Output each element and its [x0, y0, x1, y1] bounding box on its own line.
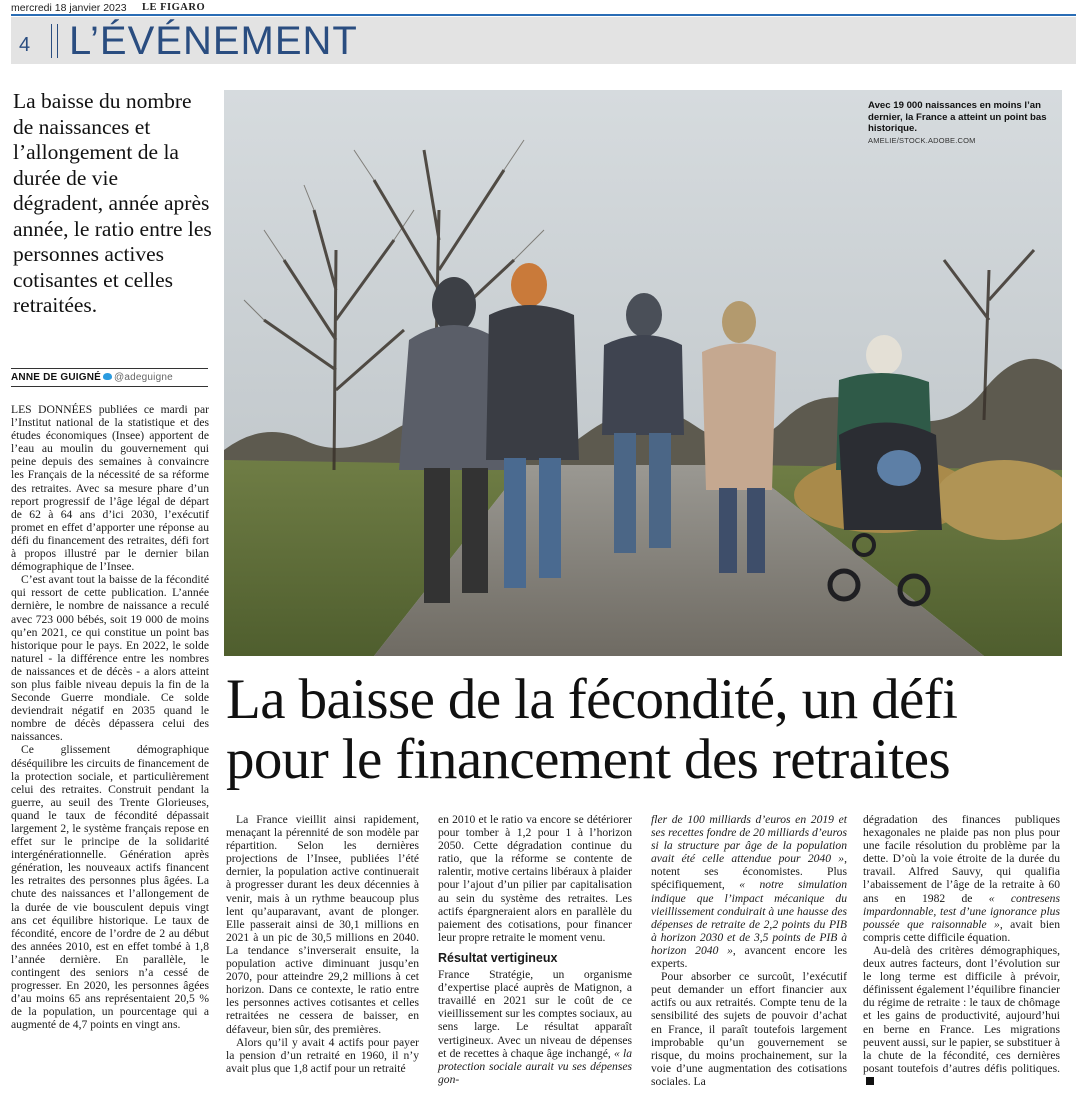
section-bar — [11, 17, 1076, 64]
newspaper-name: LE FIGARO — [142, 2, 206, 13]
subheading: Résultat vertigineux — [438, 950, 558, 965]
paragraph — [863, 813, 1060, 944]
paragraph: La France vieillit ainsi rapidement, menaçant la pérennité de son modèle par répartition. Selon les dernières projections de l’Insee, publiées l’été dernier, la population active continuerait à progresser durant les deux décennies à venir, mais à un rythme beaucoup plus lent qu’auparavant, avant de plonger. Elle passerait ainsi de 30,1 millions en 2021 à un pic de 30,5 millions en 2040. La tendance s’inverserait ensuite, la population active diminuant jusqu’en 2070, pour atteindre 29,2 millions à cet horizon. Dans ce contexte, le ratio entre les personnes actives cotisantes et celles retraitées ne cessera de baisser, en défaveur, bien sûr, des premières. — [226, 813, 419, 1036]
quote-text: « contresens impardonnable, test d’une ignorance plus poussée que raisonnable » — [863, 891, 1060, 931]
author-name: ANNE DE GUIGNÉ — [11, 372, 102, 383]
quote-text: fler de 100 milliards d’euros en 2019 et ses recettes fondre de 20 milliards d’euros si la structure par âge de la population avait été celle attendue pour 2040 » — [651, 813, 847, 866]
photo-credit: AMELIE/STOCK.ADOBE.COM — [868, 135, 976, 145]
top-rule — [11, 14, 1076, 16]
paragraph — [438, 968, 632, 1086]
end-of-article-mark — [866, 1077, 874, 1085]
byline-rule — [11, 368, 208, 369]
quote-text: « notre simulation indique que l’impact mécanique du vieillissement conduirait à une hausse des dépenses de retraite de 2,2 points du PIB à horizon 2030 et de 3,5 points de PIB à horizon 2040 » — [651, 878, 847, 957]
issue-date: mercredi 18 janvier 2023 — [11, 2, 127, 14]
article-column-1 — [11, 403, 209, 1032]
paragraph: en 2010 et le ratio va encore se détériorer pour tomber à 1,2 pour 1 à l’horizon 2050. Cette dégradation continue du ratio, que la réforme se contente de ralentir, motive certains libéraux à plaider pour l’ajout d’un pilier par capitalisation au sein du système des retraites. Les actifs épargneraient alors en parallèle du paiement des cotisations, pour financer leur propre retraite le moment venu. — [438, 813, 632, 944]
paragraph: Alors qu’il y avait 4 actifs pour payer la pension d’un retraité en 1960, il n’y avait plus que 1,8 actif pour un retraité — [226, 1035, 419, 1075]
twitter-icon — [103, 373, 112, 380]
caption-text: Avec 19 000 naissances en moins l’an dernier, la France a atteint un point bas historique. — [868, 100, 1047, 134]
paragraph: C’est avant tout la baisse de la fécondité qui ressort de cette publication. L’année dernière, le nombre de naissance a reculé avec 723 000 bébés, soit 19 000 de moins qu’en 2021, ce qui constitue un point bas historique pour le pays. En 2022, le solde naturel - la différence entre les nombres de naissances et de décès - a alors atteint son plus faible niveau depuis la fin de la Seconde Guerre mondiale. Ce solde deviendrait négatif en 2035 quand le nombre de décès dépassera celui des naissances. — [11, 573, 209, 744]
section-divider — [51, 24, 52, 58]
byline — [11, 372, 173, 383]
paragraph — [863, 944, 1060, 1088]
paragraph-text: , avancent encore les experts. — [651, 943, 847, 971]
paragraph — [651, 813, 847, 970]
article-headline: La baisse de la fécondité, un défi pour le financement des retraites — [226, 668, 958, 791]
article-column-4 — [651, 813, 847, 1088]
paragraph-text: Au-delà des critères démographiques, deux autres facteurs, dont l’évolution sur le long terme est difficile à prévoir, définissent également l’équilibre financier du régime de retraite : le taux de chômage et les gains de productivité, aujourd’hui en berne en France. Les migrations peuvent aussi, sur le papier, se substituer à la chute de la fécondité, ces dernières posant toutefois d’autres défis politiques. — [863, 943, 1060, 1075]
paragraph: Pour absorber ce surcoût, l’exécutif peut demander un effort financier aux actifs ou aux retraités. Compte tenu de la sensibilité des sujets de pouvoir d’achat en France, il paraît toutefois largement improbable qu’un gouvernement se risque, du moins prochainement, sur la voie d’une augmentation des cotisations sociales. La — [651, 970, 847, 1088]
byline-rule — [11, 386, 208, 387]
lead-in: LES DONNÉES — [11, 403, 93, 416]
paragraph-text: France Stratégie, un organisme d’expertise placé auprès de Matignon, a travaillé en 2021 sur le coût de ce vieillissement sur les comptes sociaux, au sens large. Le résultat apparaît vertigineux. Avec un niveau de dépenses et de recettes à chaque âge inchangé, — [438, 968, 632, 1060]
paragraph-text: , avait bien compris cette difficile équation. — [863, 917, 1060, 944]
article-photo — [224, 90, 1062, 656]
article-column-5 — [863, 813, 1060, 1088]
section-divider — [57, 24, 58, 58]
paragraph-text: , notent ses économistes. Plus spécifiquement, — [651, 852, 847, 892]
paragraph — [11, 403, 209, 573]
paragraph: Ce glissement démographique déséquilibre les circuits de financement de la protection sociale, et particulièrement celui des retraites. Construit pendant la guerre, au seuil des Trente Glorieuses, quand le taux de fécondité dépassait largement 2, le système français repose en effet sur le principe de la solidarité intergénérationnelle. Génération après génération, les nouveaux actifs financent les retraites des personnes plus âgées. La chute des naissances et l’allongement de la durée de vie bousculent depuis vingt ans cet équilibre historique. Le taux de fécondité, encore de l’ordre de 2 au début des années 2010, est en effet tombé à 1,8 l’année dernière. En parallèle, le contingent des seniors n’a cessé de progresser. En 2020, les personnes âgées d’au moins 65 ans représentaient 20,5 % de la population, un pourcentage qui a augmenté de 4,7 points en vingt ans. — [11, 743, 209, 1032]
handle-text: @adeguigne — [114, 372, 173, 383]
article-column-3 — [438, 813, 632, 1086]
article-column-2 — [226, 813, 419, 1075]
page-number: 4 — [19, 34, 31, 56]
family-walking-photo — [224, 90, 1062, 656]
paragraph-text: dégradation des finances publiques hexagonales ne plaide pas non plus pour une facile résolution du problème par la dette. D’où la voie étroite de la durée du travail. Alfred Sauvy, qui qualifia l’abaissement de l’âge de la retraite à 60 ans en 1982 de — [863, 813, 1060, 905]
photo-caption — [868, 100, 1048, 146]
paragraph-text: publiées ce mardi par l’Institut national de la statistique et des études économiques (Insee) apportent de l’eau au moulin du gouvernement qui peine depuis des semaines à convaincre les Français de la nécessité de sa réforme des retraites. Avec sa mesure phare d’un report progressif de l’âge légal de départ de 62 à 64 ans d’ici 2030, l’exécutif promet en effet d’apporter une réponse au défi du financement des retraites, défi fort à propos illustré par le dernier bilan démographique de l’Insee. — [11, 403, 209, 574]
twitter-handle[interactable] — [103, 372, 173, 383]
section-title: L’ÉVÉNEMENT — [69, 19, 358, 63]
standfirst: La baisse du nombre de naissances et l’allongement de la durée de vie dégradent, année après année, le ratio entre les personnes actives cotisantes et celles retraitées. — [13, 89, 212, 317]
quote-text: « la protection sociale aurait vu ses dépenses gon- — [438, 1046, 632, 1086]
